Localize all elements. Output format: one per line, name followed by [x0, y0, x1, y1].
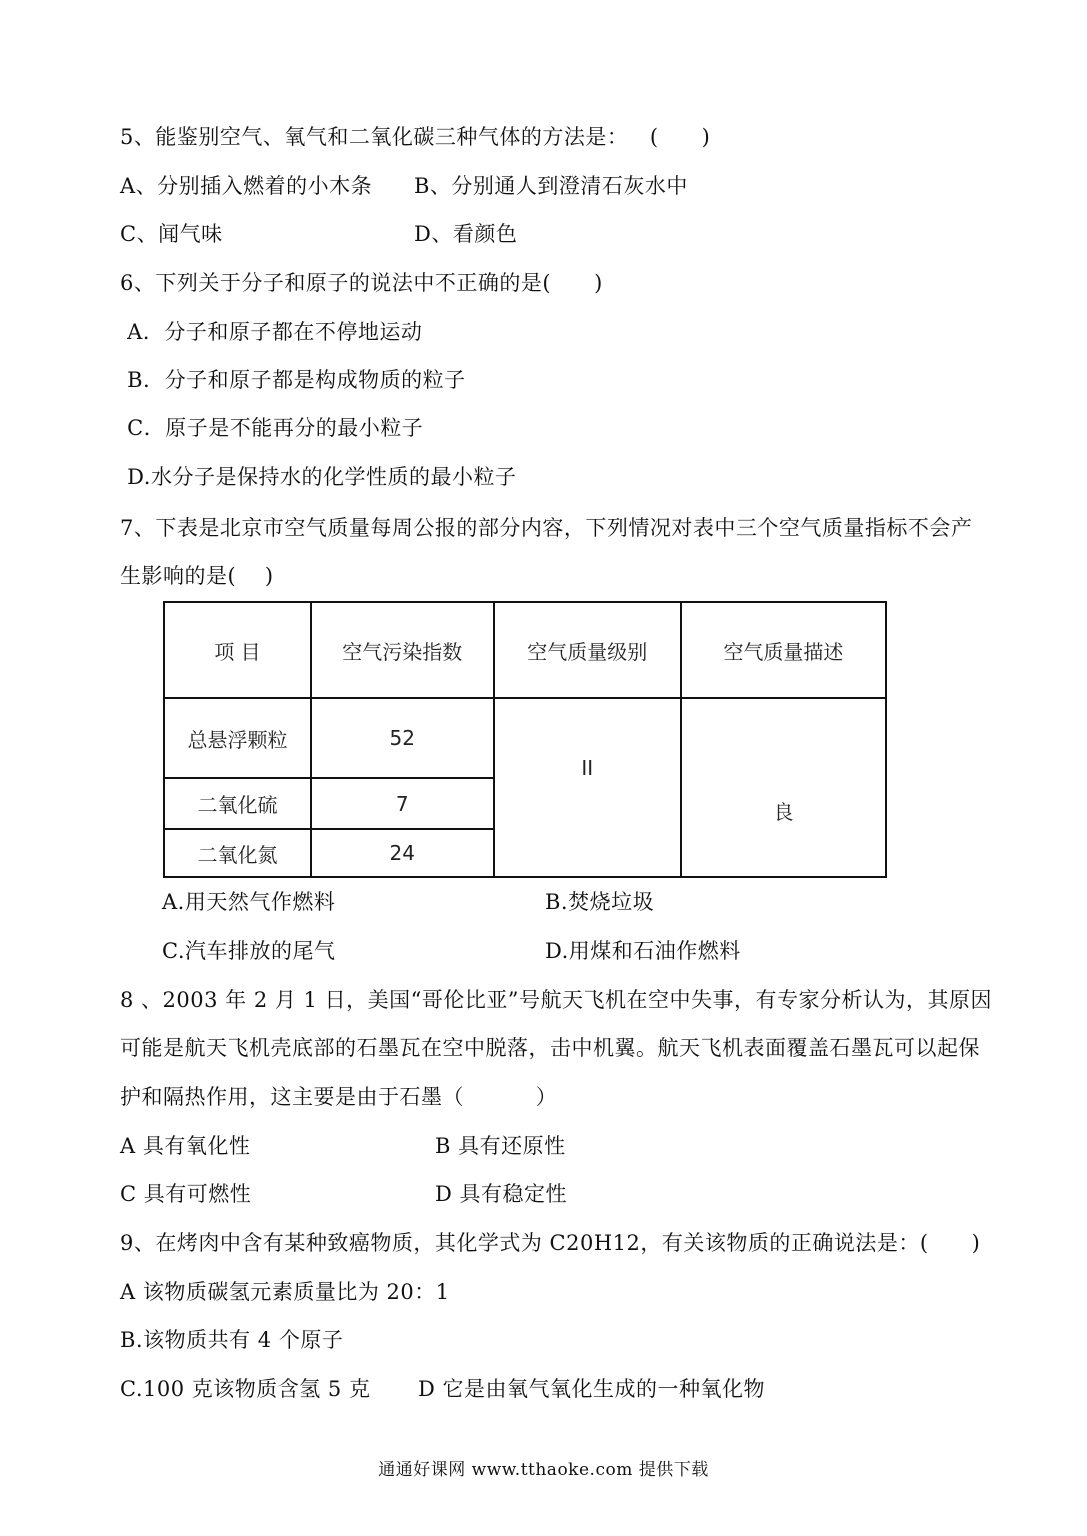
q6-option-b: B．分子和原子都是构成物质的粒子: [120, 368, 466, 392]
table-cell-item: 二氧化氮: [164, 829, 311, 877]
q8-stem-line3: 护和隔热作用，这主要是由于石墨（ ）: [120, 1085, 558, 1109]
q9-stem: 9、在烤肉中含有某种致癌物质，其化学式为 C20H12，有关该物质的正确说法是：( ): [120, 1231, 981, 1255]
q9-option-a: A 该物质碳氢元素质量比为 20：1: [120, 1280, 450, 1304]
q9-option-c: C.100 克该物质含氢 5 克: [120, 1377, 371, 1401]
q7-option-b: B.焚烧垃圾: [545, 890, 655, 914]
q8-option-d: D 具有稳定性: [435, 1182, 568, 1206]
q7-option-d: D.用煤和石油作燃料: [545, 939, 741, 963]
table-row: [164, 698, 886, 778]
q5-option-d: D、看颜色: [414, 222, 518, 246]
table-cell-index: 52: [311, 698, 494, 778]
q5-option-c: C、闻气味: [120, 222, 223, 246]
table-cell-level: II: [494, 698, 681, 877]
table-cell-item: 总悬浮颗粒: [164, 698, 311, 778]
q5-stem: 5、能鉴别空气、氧气和二氧化碳三种气体的方法是： ( ): [120, 125, 711, 149]
q9-option-b: B.该物质共有 4 个原子: [120, 1328, 344, 1352]
q7-stem-line2: 生影响的是( ): [120, 564, 274, 588]
q8-option-b: B 具有还原性: [435, 1134, 566, 1158]
table-header-index: 空气污染指数: [311, 602, 494, 698]
q7-stem-line1: 7、下表是北京市空气质量每周公报的部分内容，下列情况对表中三个空气质量指标不会产: [120, 516, 973, 540]
q7-option-c: C.汽车排放的尾气: [162, 939, 336, 963]
table-cell-index: 24: [311, 829, 494, 877]
q5-option-b: B、分别通人到澄清石灰水中: [414, 174, 688, 198]
q6-option-a: A．分子和原子都在不停地运动: [120, 320, 423, 344]
table-cell-index: 7: [311, 778, 494, 829]
q8-stem-line2: 可能是航天飞机壳底部的石墨瓦在空中脱落，击中机翼。航天飞机表面覆盖石墨瓦可以起保: [120, 1036, 980, 1060]
q8-option-a: A 具有氧化性: [120, 1134, 251, 1158]
table-header-item: 项 目: [164, 602, 311, 698]
q8-stem-line1: 8 、2003 年 2 月 1 日，美国“哥伦比亚”号航天飞机在空中失事，有专家分析认为，其原因: [120, 988, 993, 1012]
table-cell-description: 良: [681, 698, 886, 877]
q7-option-a: A.用天然气作燃料: [162, 890, 336, 914]
q6-stem: 6、下列关于分子和原子的说法中不正确的是( ): [120, 271, 603, 295]
q6-option-c: C．原子是不能再分的最小粒子: [120, 416, 424, 440]
q9-option-d: D 它是由氧气氧化生成的一种氧化物: [418, 1377, 766, 1401]
air-quality-table: [163, 601, 887, 878]
table-header-description: 空气质量描述: [681, 602, 886, 698]
table-header-row: [164, 602, 886, 698]
q8-option-c: C 具有可燃性: [120, 1182, 252, 1206]
table-cell-item: 二氧化硫: [164, 778, 311, 829]
page-footer: 通通好课网 www.tthaoke.com 提供下载: [378, 1460, 709, 1480]
q5-option-a: A、分别插入燃着的小木条: [120, 174, 373, 198]
table-header-level: 空气质量级别: [494, 602, 681, 698]
q6-option-d: D.水分子是保持水的化学性质的最小粒子: [120, 465, 517, 489]
